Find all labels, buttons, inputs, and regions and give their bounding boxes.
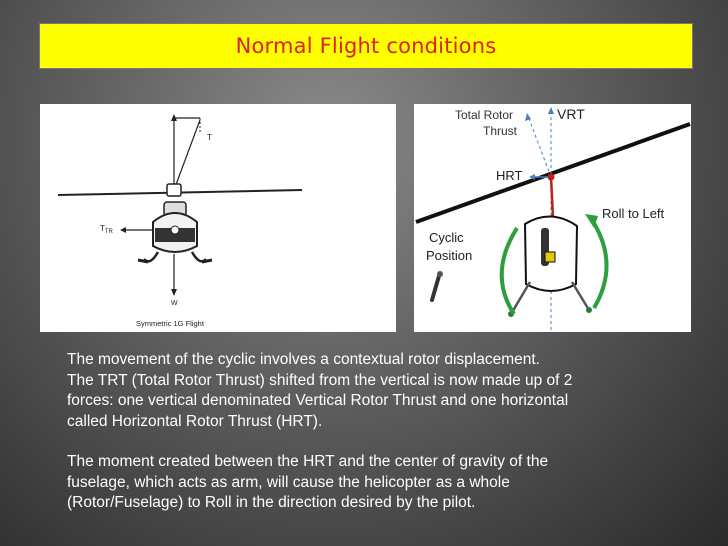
symmetric-flight-diagram	[40, 104, 396, 332]
label-position: Position	[426, 248, 473, 263]
para1-line2: The TRT (Total Rotor Thrust) shifted from the vertical is now made up of 2	[67, 371, 573, 389]
figure-roll-to-left	[414, 104, 691, 332]
label-w: W	[171, 300, 178, 307]
label-vrt: VRT	[557, 106, 585, 122]
title-bar	[39, 23, 693, 69]
label-cyclic: Cyclic	[429, 230, 464, 245]
label-hrt: HRT	[496, 168, 523, 183]
label-ttr-sub: TR	[104, 229, 113, 235]
para1-line4: called Horizontal Rotor Thrust (HRT).	[67, 412, 323, 430]
roll-arc-right	[592, 220, 607, 308]
para2-line2: fuselage, which acts as arm, will cause the helicopter as a whole	[67, 473, 510, 491]
thrust-vector-arrow	[174, 120, 200, 190]
roll-to-left-diagram	[414, 104, 691, 332]
slide-title: Normal Flight conditions	[235, 34, 497, 58]
roll-arc-left	[502, 228, 517, 314]
caption: Symmetric 1G Flight	[136, 319, 204, 328]
total-rotor-thrust-line	[528, 116, 551, 177]
label-t: T	[207, 133, 212, 142]
figure-symmetric-flight	[40, 104, 396, 332]
cyclic-stick	[432, 276, 439, 300]
body-text	[67, 350, 687, 514]
para2-line3: (Rotor/Fuselage) to Roll in the direction desired by the pilot.	[67, 494, 476, 511]
para1-line3: forces: one vertical denominated Vertical Rotor Thrust and one horizontal	[67, 392, 569, 409]
svg-text:TTR	[100, 224, 114, 235]
label-ttr: T	[100, 224, 105, 233]
label-thrust: Thrust	[483, 124, 518, 138]
label-total-rotor: Total Rotor	[455, 108, 514, 122]
para2-line1: The moment created between the HRT and the center of gravity of the	[67, 453, 549, 470]
para1-line1: The movement of the cyclic involves a contextual rotor displacement.	[67, 351, 540, 368]
label-roll-to-left: Roll to Left	[602, 206, 665, 221]
